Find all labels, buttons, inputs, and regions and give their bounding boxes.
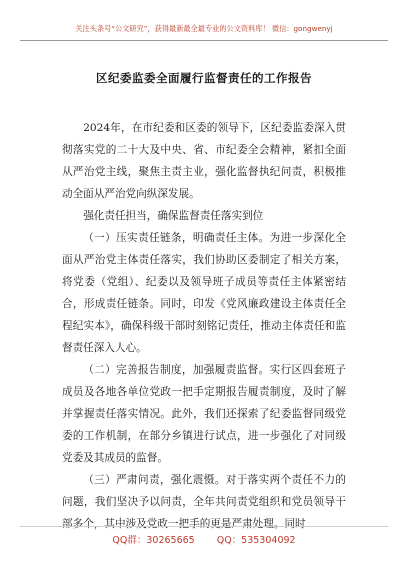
header-divider [20, 40, 388, 41]
document-title: 区纪委监委全面履行监督责任的工作报告 [96, 71, 312, 85]
body-paragraph-2: （二）完善报告制度，加强履责监督。实行区四套班子成员及各地各单位党政一把手定期报告履责制度，及时了解并掌握责任落实情况。此外，我们还探索了纪委监督同级党委的工作机制，在部分乡镇进行试点，进一步强化了对同级党委及其成员的监督。 [62, 364, 346, 464]
footer-qq-group: QQ群：30265665 [112, 535, 195, 546]
body-paragraph-1: （一）压实责任链条，明确责任主体。为进一步深化全面从严治党主体责任落实，我们协助区委制定了相关方案，将党委（党组）、纪委以及领导班子成员等责任主体紧密结合，形成责任链条。同时，印发《党风廉政建设主体责任全程纪实本》，确保科级干部时刻铭记责任，推动主体责任和监督责任深入人心。 [62, 232, 346, 354]
header-promo-banner: 关注头条号“公文研究”，获得最新最全最专业的公文资料库！ 微信：gongwenyj [75, 24, 333, 33]
document-body [62, 117, 346, 535]
body-paragraph-3: （三）严肃问责，强化震慑。对于落实两个责任不力的问题，我们坚决予以问责，全年共问责党组织和党员领导干部多个，其中涉及党政一把手的更是严肃处理。同时 [62, 474, 346, 530]
section-heading: 强化责任担当，确保监督责任落实到位 [83, 210, 264, 222]
intro-paragraph: 2024年，在市纪委和区委的领导下，区纪委监委深入贯彻落实党的二十大及中央、省、市纪委全会精神，紧扣全面从严治党主线，聚焦主责主业，强化监督执纪问责，积极推动全面从严治党向纵深发展。 [62, 122, 346, 200]
footer-qq: QQ：535304092 [216, 535, 296, 546]
footer-divider [20, 526, 388, 527]
footer-contact [0, 532, 408, 546]
